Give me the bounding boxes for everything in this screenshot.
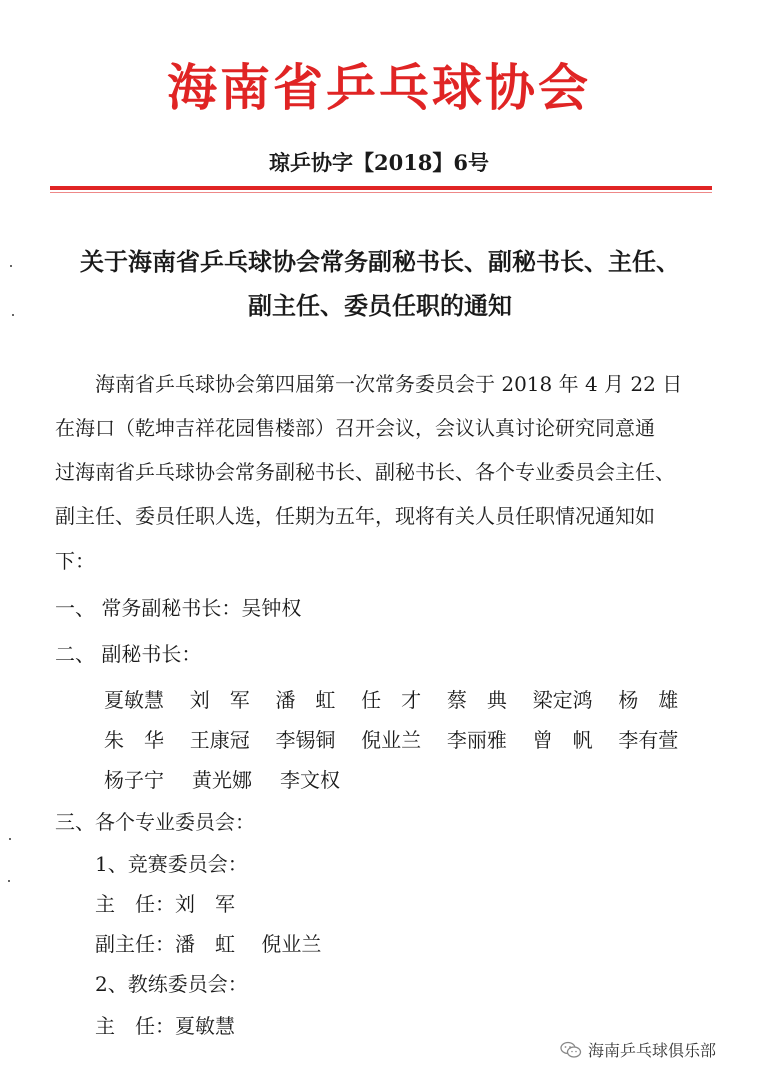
wechat-icon [560,1041,582,1059]
name-item: 蔡 典 [446,688,507,712]
name-item: 梁定鸿 [532,688,593,712]
committee-2-director: 主 任：夏敏慧 [95,1014,235,1038]
names-row-3 [104,764,704,793]
paragraph-line-3: 过海南省乒乓球协会常务副秘书长、副秘书长、各个专业委员会主任、 [55,460,675,484]
section-1: 一、 常务副秘书长：吴钟权 [55,596,302,620]
notice-title [40,240,720,328]
scan-speck [10,265,12,267]
name-item: 刘 军 [189,688,250,712]
name-item: 黄光娜 [192,768,252,792]
name-item: 朱 华 [104,728,164,752]
committee-1-deputy: 副主任：潘 虹 倪业兰 [95,932,322,956]
name-item: 李文权 [280,768,340,792]
red-divider-thin [50,192,712,193]
watermark-text: 海南乒乓球俱乐部 [588,1041,717,1060]
section-3: 三、各个专业委员会： [55,810,255,834]
name-item: 夏敏慧 [104,688,164,712]
red-divider [50,186,712,190]
paragraph-line-4: 副主任、委员任职人选，任期为五年，现将有关人员任职情况通知如 [55,504,655,528]
name-item: 倪业兰 [361,728,422,752]
name-item: 杨子宁 [104,768,164,792]
doc-number: 琼乒协字【2018】6号 [268,150,490,175]
name-item: 王康冠 [189,728,250,752]
committee-2-title: 2、教练委员会： [95,972,248,996]
org-title: 海南省乒乓球协会 [167,59,591,117]
names-row-1 [104,684,704,713]
name-item: 杨 雄 [618,688,679,712]
committee-1-title: 1、竞赛委员会： [95,852,248,876]
paragraph-line-5: 下： [55,549,95,573]
section-2: 二、 副秘书长： [55,642,202,666]
scan-speck [9,838,11,840]
name-item: 李锡铜 [275,728,336,752]
scan-speck [12,314,14,316]
paragraph-line-2: 在海口（乾坤吉祥花园售楼部）召开会议，会议认真讨论研究同意通 [55,416,655,440]
name-item: 曾 帆 [532,728,593,752]
notice-title-line-2: 副主任、委员任职的通知 [248,291,512,320]
name-item: 李有萱 [618,728,679,752]
notice-title-line-1: 关于海南省乒乓球协会常务副秘书长、副秘书长、主任、 [80,247,680,276]
name-item: 任 才 [361,688,422,712]
names-row-2 [104,724,704,753]
paragraph-line-1: 海南省乒乓球协会第四届第一次常务委员会于 2018 年 4 月 22 日 [95,372,683,396]
name-item: 李丽雅 [446,728,507,752]
scan-speck [8,880,10,882]
name-item: 潘 虹 [275,688,336,712]
committee-1-director: 主 任：刘 军 [95,892,235,916]
watermark [560,1038,716,1061]
